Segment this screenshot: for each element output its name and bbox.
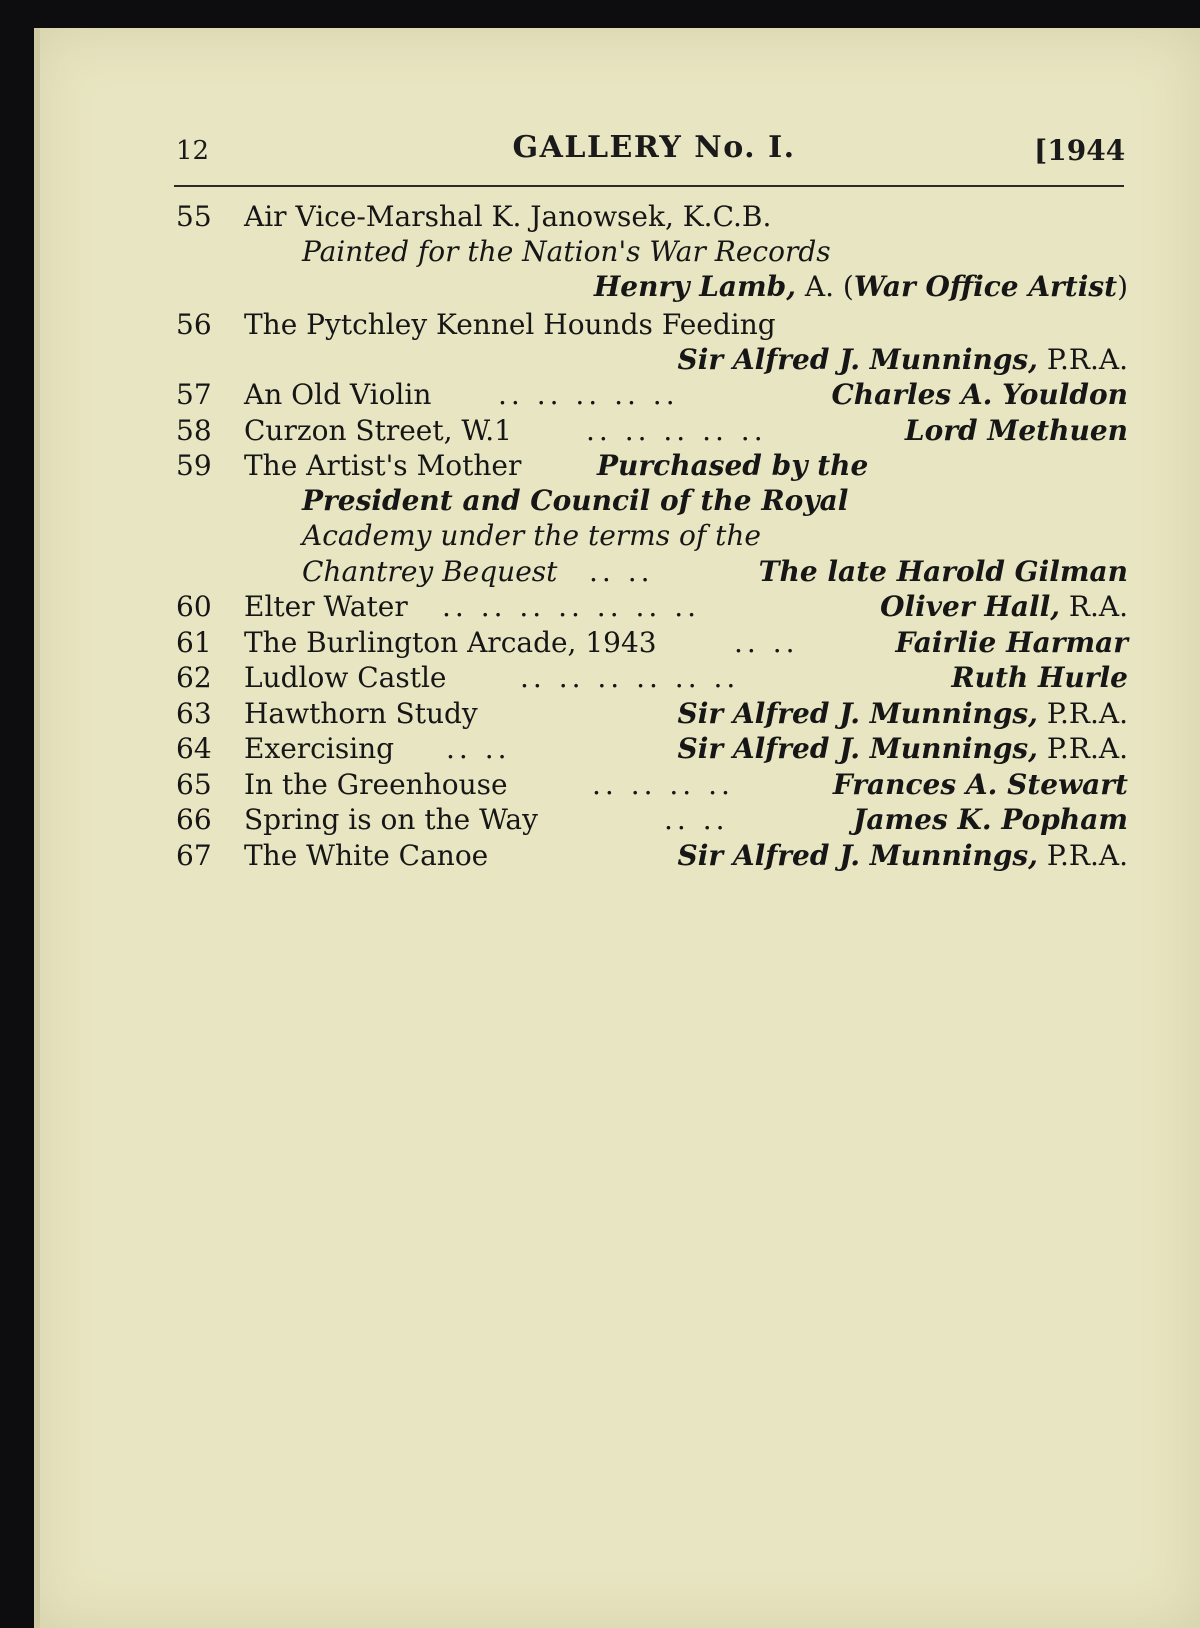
list-item xyxy=(34,803,1200,839)
entry-note-text: Chantrey Bequest xyxy=(302,555,558,588)
entry-artist xyxy=(678,697,1128,730)
entry-artist xyxy=(678,732,1128,765)
entry-artist xyxy=(594,270,1128,303)
list-item xyxy=(34,697,1200,733)
leader-dots: .. .. xyxy=(734,626,799,659)
list-item xyxy=(34,768,1200,804)
leader-dots: .. .. .. .. xyxy=(592,768,734,801)
list-item xyxy=(34,414,1200,450)
list-item xyxy=(34,661,1200,697)
artist-suffix: R.A. xyxy=(1068,590,1128,623)
entry-note-text: President and Council of the Royal xyxy=(302,484,849,517)
entry-number: 58 xyxy=(176,414,212,447)
entry-title: The Pytchley Kennel Hounds Feeding xyxy=(244,308,776,341)
artist-name: Charles A. Youldon xyxy=(831,378,1128,411)
entry-note xyxy=(34,484,1200,520)
entry-note-text: Painted for the Nation's War Records xyxy=(302,235,831,268)
list-item xyxy=(34,626,1200,662)
entry-artist xyxy=(905,414,1128,447)
entry-artist xyxy=(678,343,1128,376)
entry-number: 66 xyxy=(176,803,212,836)
entry-artist xyxy=(831,378,1128,411)
artist-suffix: P.R.A. xyxy=(1046,732,1128,765)
list-item xyxy=(34,732,1200,768)
entry-artist xyxy=(853,803,1128,836)
entry-number: 64 xyxy=(176,732,212,765)
entry-number: 55 xyxy=(176,200,212,233)
entry-title: Hawthorn Study xyxy=(244,697,478,730)
list-item xyxy=(34,200,1200,236)
artist-close: ) xyxy=(1117,270,1128,303)
entry-title: Exercising xyxy=(244,732,395,765)
artist-name: James K. Popham xyxy=(853,803,1128,836)
page-number: 12 xyxy=(176,136,210,166)
list-item xyxy=(34,308,1200,344)
artist-name: Fairlie Harmar xyxy=(895,626,1128,659)
leader-dots: .. .. xyxy=(446,732,511,765)
entry-note xyxy=(34,519,1200,555)
entry-number: 63 xyxy=(176,697,212,730)
leader-dots: .. .. xyxy=(589,555,654,588)
entry-title: Elter Water xyxy=(244,590,408,623)
entry-number: 65 xyxy=(176,768,212,801)
entry-title: The White Canoe xyxy=(244,839,489,872)
list-item xyxy=(34,378,1200,414)
entry-number: 59 xyxy=(176,449,212,482)
entry-artist xyxy=(833,768,1128,801)
entry-artist-line xyxy=(34,555,1200,591)
entry-note-text: Academy under the terms of the xyxy=(302,519,761,552)
entry-number: 62 xyxy=(176,661,212,694)
artist-name: Oliver Hall, xyxy=(880,590,1060,623)
entry-artist xyxy=(895,626,1128,659)
artist-name: Ruth Hurle xyxy=(951,661,1128,694)
entry-list xyxy=(34,28,1200,1628)
artist-suffix: P.R.A. xyxy=(1046,839,1128,872)
artist-name: Sir Alfred J. Munnings, xyxy=(677,839,1038,872)
entry-title: Ludlow Castle xyxy=(244,661,447,694)
artist-name: Sir Alfred J. Munnings, xyxy=(677,697,1038,730)
entry-title: In the Greenhouse xyxy=(244,768,508,801)
entry-artist-line xyxy=(34,270,1200,306)
artist-suffix: A. ( xyxy=(804,270,854,303)
artist-name: Sir Alfred J. Munnings, xyxy=(677,732,1038,765)
page-title: GALLERY No. I. xyxy=(512,130,796,165)
entry-number: 57 xyxy=(176,378,212,411)
artist-suffix: P.R.A. xyxy=(1046,697,1128,730)
entry-note-text: Purchased by the xyxy=(597,449,869,482)
artist-name: Lord Methuen xyxy=(904,414,1128,447)
artist-name: Sir Alfred J. Munnings, xyxy=(677,343,1038,376)
entry-artist xyxy=(880,590,1128,623)
entry-artist xyxy=(759,555,1128,588)
page-year: [1944 xyxy=(1034,134,1126,167)
list-item xyxy=(34,590,1200,626)
artist-name: The late Harold Gilman xyxy=(758,555,1128,588)
leader-dots: .. .. xyxy=(664,803,729,836)
entry-title: Curzon Street, W.1 xyxy=(244,414,512,447)
leader-dots: .. .. .. .. .. xyxy=(586,414,767,447)
entry-artist xyxy=(951,661,1128,694)
artist-name: Frances A. Stewart xyxy=(832,768,1128,801)
list-item xyxy=(34,449,1200,485)
entry-title: Air Vice-Marshal K. Janowsek, K.C.B. xyxy=(244,200,772,233)
entry-note xyxy=(34,235,1200,271)
leader-dots: .. .. .. .. .. .. xyxy=(520,661,740,694)
entry-number: 60 xyxy=(176,590,212,623)
artist-name: Henry Lamb, xyxy=(593,270,796,303)
entry-title: Spring is on the Way xyxy=(244,803,538,836)
leader-dots: .. .. .. .. .. .. .. xyxy=(442,590,701,623)
entry-number: 61 xyxy=(176,626,212,659)
entry-number: 56 xyxy=(176,308,212,341)
entry-title: The Burlington Arcade, 1943 xyxy=(244,626,657,659)
catalogue-page xyxy=(34,28,1200,1628)
entry-artist-line xyxy=(34,343,1200,379)
artist-suffix: P.R.A. xyxy=(1046,343,1128,376)
entry-title: An Old Violin xyxy=(244,378,432,411)
entry-number: 67 xyxy=(176,839,212,872)
entry-title: The Artist's Mother xyxy=(244,449,522,482)
list-item xyxy=(34,839,1200,875)
artist-role: War Office Artist xyxy=(853,270,1118,303)
entry-artist xyxy=(678,839,1128,872)
leader-dots: .. .. .. .. .. xyxy=(498,378,679,411)
